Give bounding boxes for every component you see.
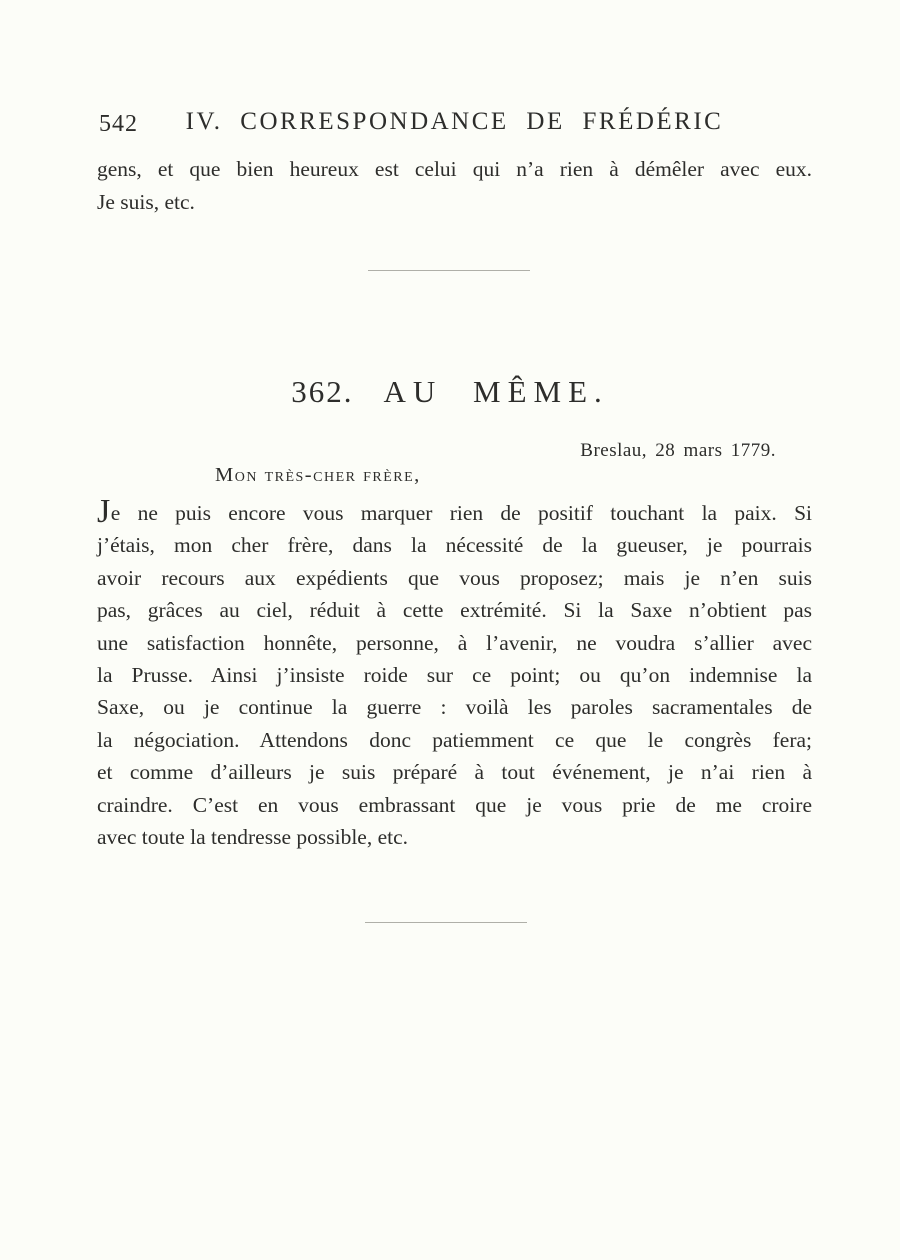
letter-title: AU MÊME. xyxy=(383,374,609,409)
text-line: craindre. C’est en vous embrassant que je vous prie de me croire xyxy=(97,792,812,817)
section-divider xyxy=(368,270,530,271)
page-number: 542 xyxy=(99,111,138,137)
running-title: IV. CORRESPONDANCE DE FRÉDÉRIC xyxy=(185,108,724,135)
previous-letter-ending xyxy=(97,153,812,218)
drop-initial: J xyxy=(97,493,111,530)
text-line: la négociation. Attendons donc patiemment ce que le congrès fera; xyxy=(97,727,812,752)
text-line: pas, grâces au ciel, réduit à cette extrémité. Si la Saxe n’obtient pas xyxy=(97,598,812,623)
text-line: une satisfaction honnête, personne, à l’avenir, ne voudra s’allier avec xyxy=(97,630,812,655)
letter-body xyxy=(97,493,812,853)
text-line: j’étais, mon cher frère, dans la nécessité de la gueuser, je pourrais xyxy=(97,533,812,558)
text-line: Je suis, etc. xyxy=(97,189,195,214)
running-header xyxy=(97,108,812,142)
text-line: la Prusse. Ainsi j’insiste roide sur ce point; ou qu’on indemnise la xyxy=(97,663,812,688)
text-line: avoir recours aux expédients que vous proposez; mais je n’en suis xyxy=(97,565,812,590)
text-line: Saxe, ou je continue la guerre : voilà les paroles sacramentales de xyxy=(97,695,812,720)
text-line: et comme d’ailleurs je suis préparé à tout événement, je n’ai rien à xyxy=(97,760,812,785)
letter-heading xyxy=(0,374,900,410)
salutation: Mon très-cher frère, xyxy=(215,464,421,486)
dateline: Breslau, 28 mars 1779. xyxy=(580,440,776,461)
letter-number: 362. xyxy=(291,374,354,409)
section-divider xyxy=(365,922,527,923)
text-line: gens, et que bien heureux est celui qui n’a rien à démêler avec eux. xyxy=(97,157,812,181)
text-line: avec toute la tendresse possible, etc. xyxy=(97,825,409,850)
text-line xyxy=(97,493,812,530)
text-line-rest: e ne puis encore vous marquer rien de positif touchant la paix. Si xyxy=(110,501,812,525)
